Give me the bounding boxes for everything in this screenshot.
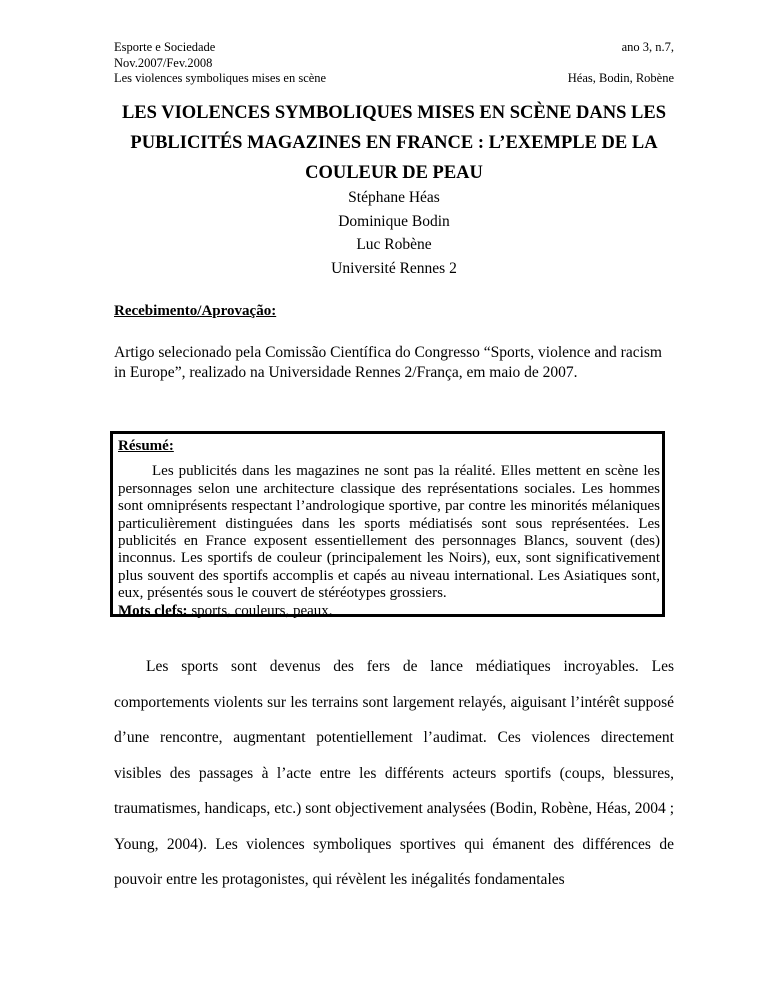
author-affiliation: Université Rennes 2: [331, 259, 457, 277]
short-title: Les violences symboliques mises en scène: [114, 71, 327, 85]
keywords: [118, 603, 662, 620]
volume-number: ano 3, n.7,: [621, 40, 674, 54]
keywords-value: sports, couleurs, peaux.: [187, 602, 333, 619]
abstract-title: Résumé:: [118, 438, 174, 454]
blank-line: [568, 56, 674, 72]
title-line: LES VIOLENCES SYMBOLIQUES MISES EN SCÈNE DANS LES: [121, 103, 667, 123]
title-line: COULEUR DE PEAU: [305, 163, 483, 183]
author-name: Stéphane Héas: [348, 189, 440, 206]
issue-date: Nov.2007/Fev.2008: [114, 55, 213, 70]
abstract-box: [110, 431, 665, 617]
recebimento-heading: Recebimento/Aprovação:: [114, 303, 277, 319]
title-line: PUBLICITÉS MAGAZINES EN FRANCE : L’EXEMPLE DE LA: [130, 133, 658, 153]
header-left: [114, 40, 326, 87]
author-name: Dominique Bodin: [338, 212, 450, 230]
journal-name: Esporte e Sociedade: [114, 40, 216, 54]
body-paragraph: Les sports sont devenus des fers de lance médiatiques incroyables. Les comportements violents sur les terrains sont largement relayés, aiguisant l’intérêt supposé d’une rencontre, augmentant potentiellement l’audimat. Ces violences directement visibles des passages à l’acte entre les différents acteurs sportifs (coups, blessures, traumatismes, handicaps, etc.) sont objectivement analysées (Bodin, Robène, Héas, 2004 ; Young, 2004). Les violences symboliques sportives qui émanent des différences de pouvoir entre les protagonistes, qui révèlent les inégalités fondamentales: [114, 658, 674, 888]
abstract-text: Les publicités dans les magazines ne sont pas la réalité. Elles mettent en scène les personnages selon une architecture classique des représentations sociales. Les hommes sont omniprésents respectant l’andrologique sportive, par contre les minorités mélaniques particulièrement distinguées dans les sports médiatisés sont sous représentées. Les publicités en France exposent essentiellement des personnages Blancs, souvent (des) inconnus. Les sportifs de couleur (principalement les Noirs), eux, sont significativement plus souvent des sportifs accomplis et capés au niveau international. Les Asiatiques sont, eux, présentés sous le couvert de stéréotypes grossiers.: [118, 463, 660, 602]
header-right: [568, 40, 674, 87]
article-title: [104, 98, 684, 188]
header-authors: Héas, Bodin, Robène: [567, 71, 674, 85]
keywords-label: Mots clefs:: [118, 602, 188, 619]
selection-note: Artigo selecionado pela Comissão Científica do Congresso “Sports, violence and racism in Europe”, realizado na Universidade Rennes 2/França, em maio de 2007.: [114, 344, 662, 381]
author-block: [114, 186, 674, 280]
author-name: Luc Robène: [356, 236, 432, 253]
